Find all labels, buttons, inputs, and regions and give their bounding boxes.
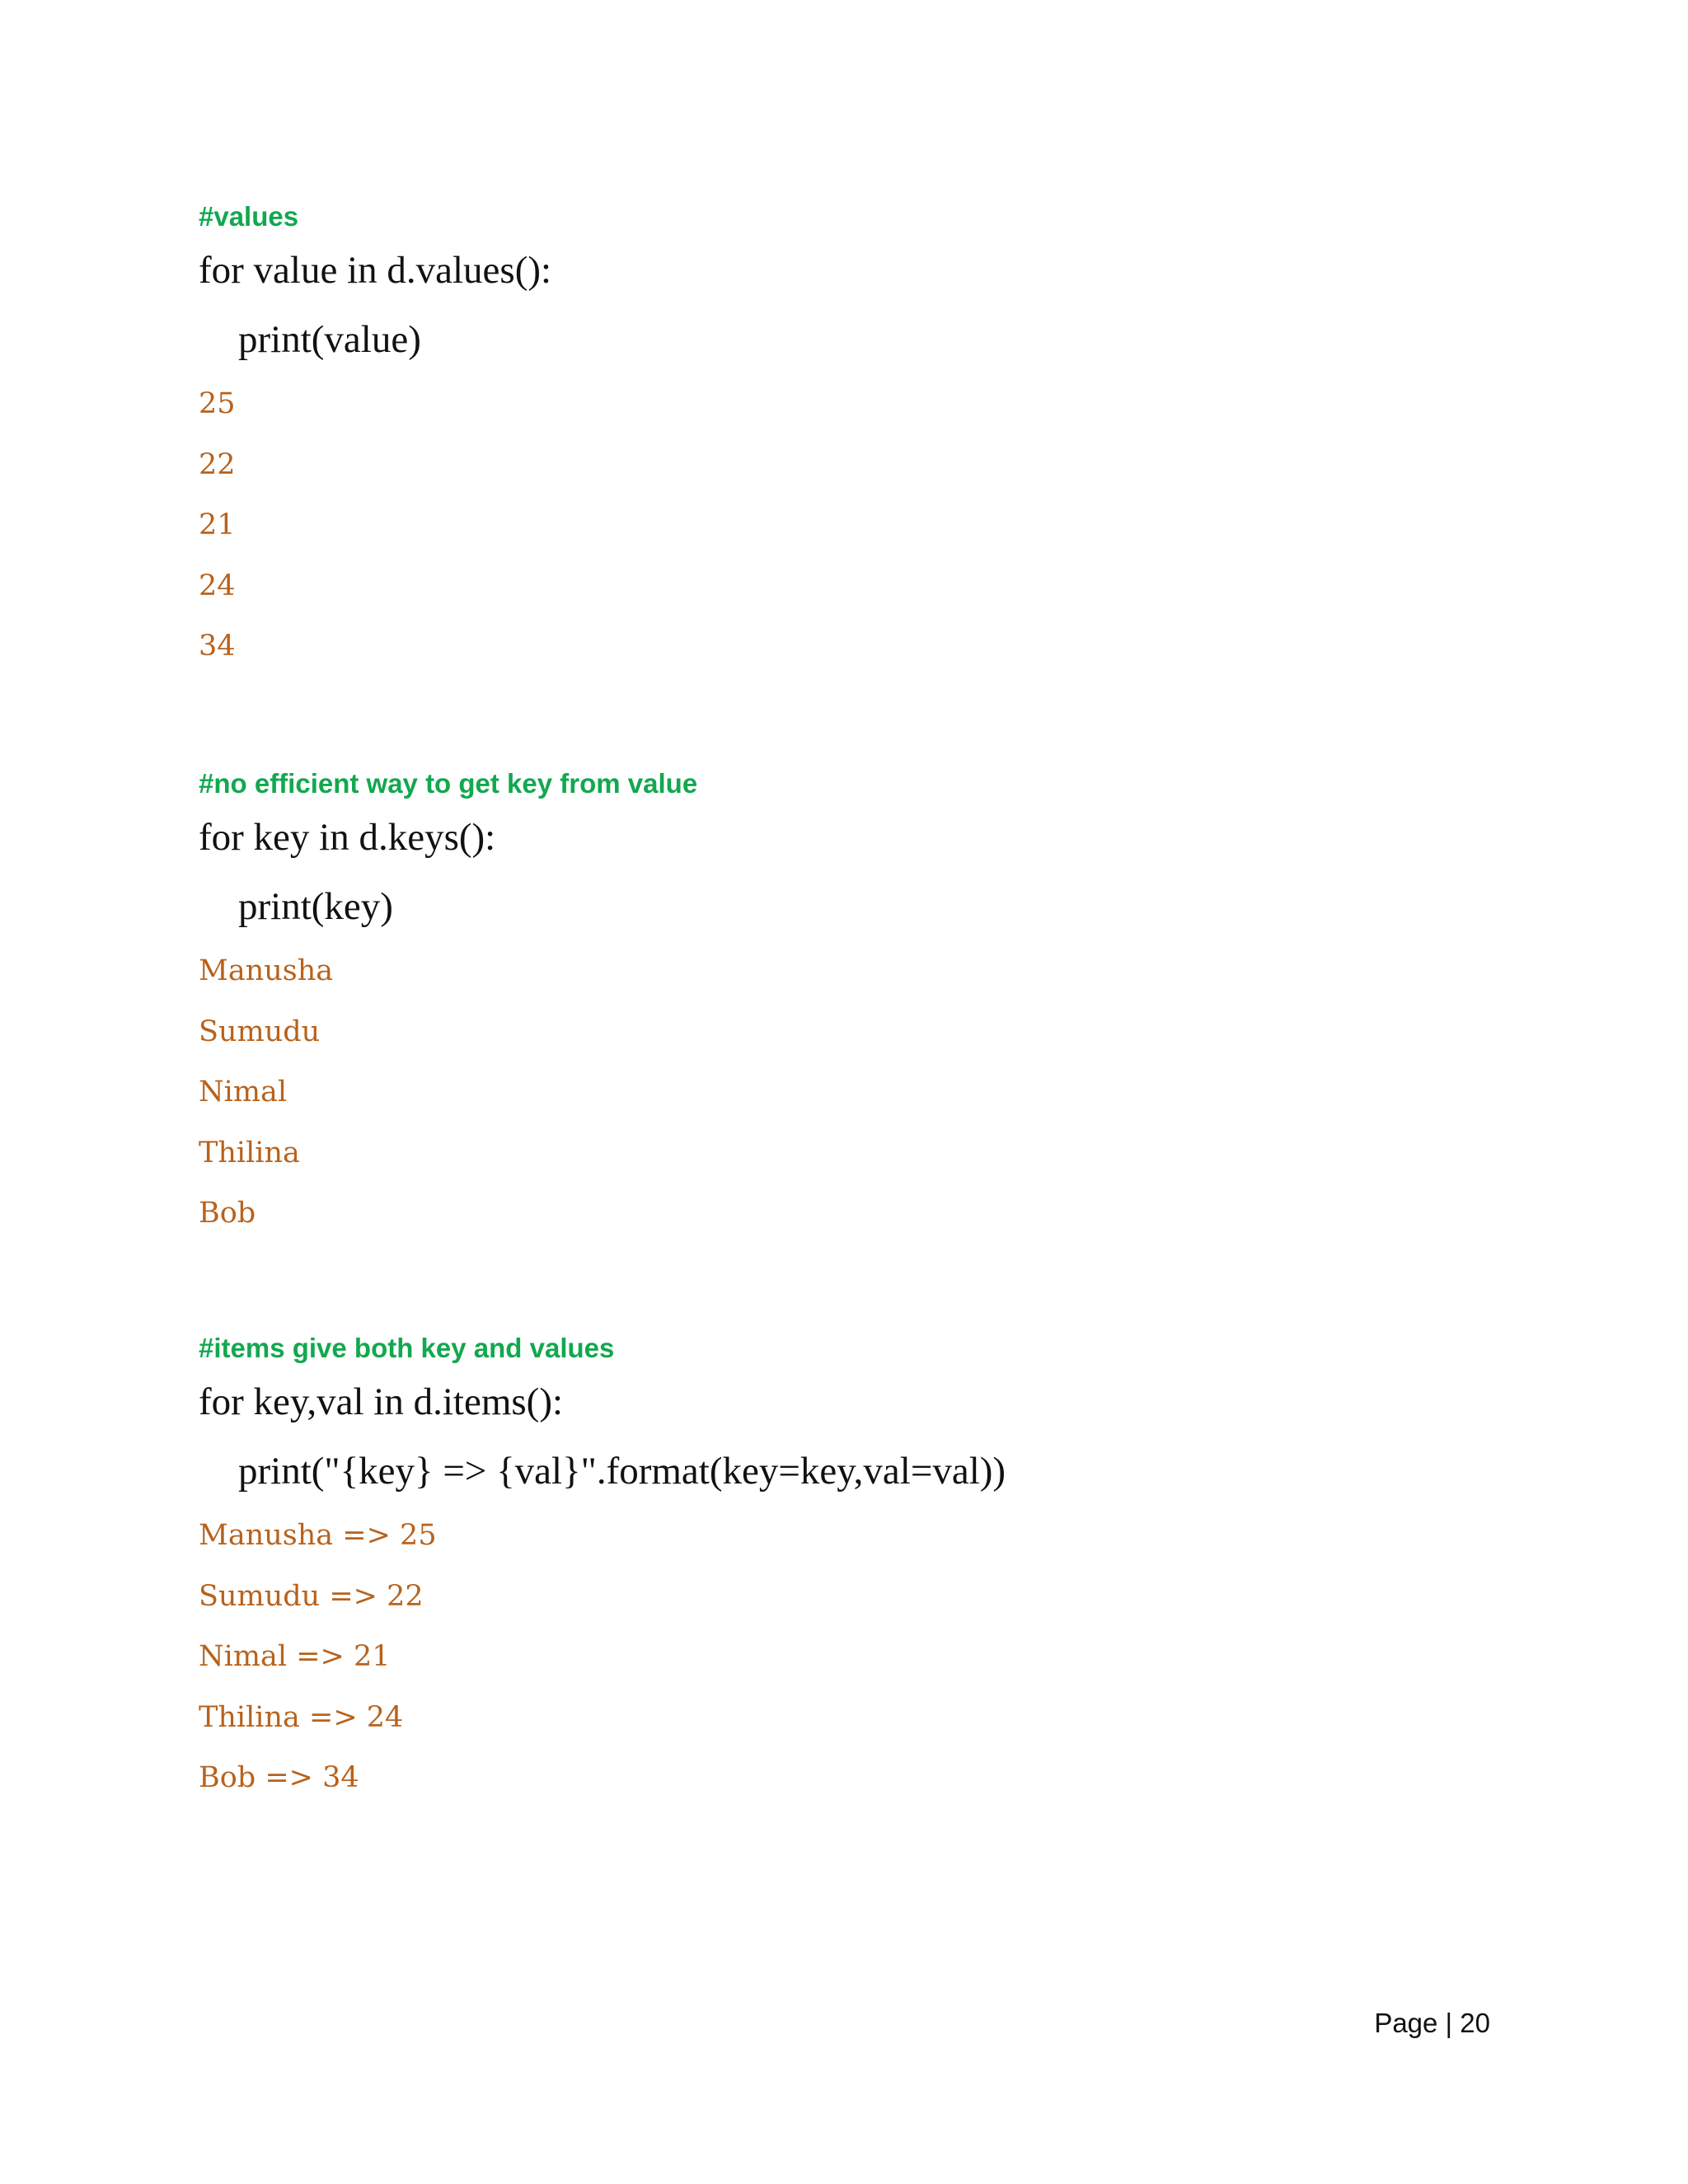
code-comment: #values <box>199 201 299 232</box>
output-line: Manusha => 25 <box>199 1519 437 1552</box>
output-line: 25 <box>199 387 236 420</box>
output-line: 22 <box>199 448 236 481</box>
code-line: for value in d.values(): <box>199 249 552 292</box>
output-line: Thilina <box>199 1136 300 1169</box>
output-line: Sumudu => 22 <box>199 1579 424 1613</box>
code-line: for key,val in d.items(): <box>199 1380 564 1423</box>
output-line: 34 <box>199 630 236 663</box>
output-line: 24 <box>199 569 236 602</box>
output-line: 21 <box>199 509 236 541</box>
section-keys <box>199 765 1600 1244</box>
output-line: Nimal => 21 <box>199 1640 391 1673</box>
output-list <box>199 941 1600 1244</box>
output-line: Bob <box>199 1197 256 1230</box>
code-line-indented: print(key) <box>238 885 393 928</box>
output-line: Nimal <box>199 1076 288 1108</box>
code-line: for key in d.keys(): <box>199 816 496 859</box>
page-number: Page | 20 <box>1374 2008 1490 2038</box>
output-line: Bob => 34 <box>199 1761 359 1794</box>
code-line-indented: print(value) <box>238 318 421 361</box>
code-line-indented: print("{key} => {val}".format(key=key,val=val)) <box>238 1450 1006 1493</box>
output-line: Thilina => 24 <box>199 1700 404 1734</box>
code-comment: #items give both key and values <box>199 1333 615 1363</box>
output-line: Sumudu <box>199 1015 321 1048</box>
output-list <box>199 1506 1600 1809</box>
section-items <box>199 1329 1600 1809</box>
section-values <box>199 198 1600 677</box>
output-line: Manusha <box>199 954 334 987</box>
code-comment: #no efficient way to get key from value <box>199 768 698 799</box>
output-list <box>199 374 1600 677</box>
